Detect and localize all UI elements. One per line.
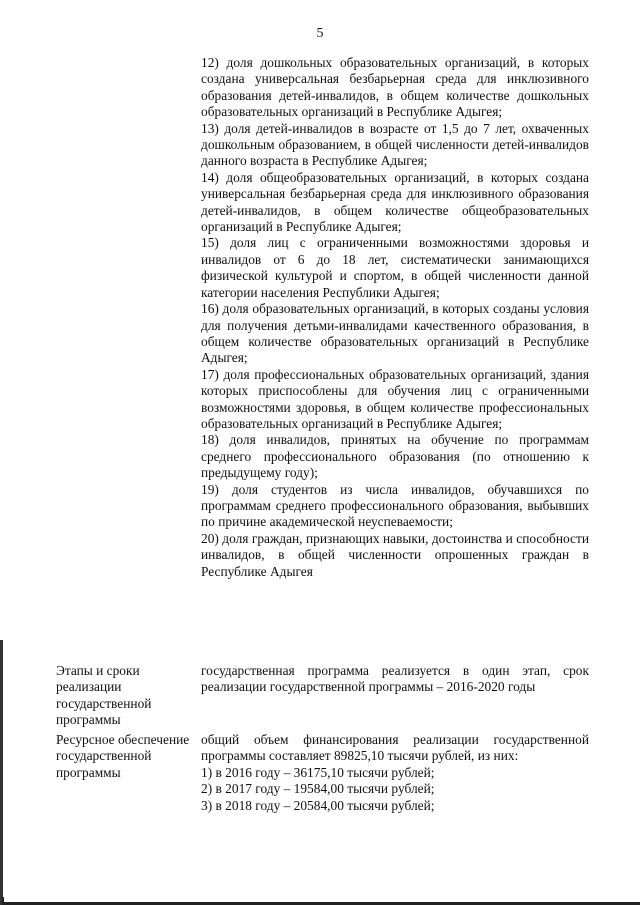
stages-text: государственная программа реализуется в один этап, срок реализации государственной программы – 2016-2020 годы xyxy=(201,663,589,695)
indicators-list xyxy=(201,55,589,580)
resources-value xyxy=(201,732,589,814)
scan-edge-left xyxy=(0,640,3,905)
indicator-item: 17) доля профессиональных образовательных организаций, здания которых приспособлены для обучения лиц с ограниченными возможностями здоровья, в общем количестве профессиональных образовательных организаций в Республике Адыгея; xyxy=(201,366,589,431)
indicator-item: 12) доля дошкольных образовательных организаций, в которых создана универсальная безбарьерная среда для инклюзивного образования детей-инвалидов, в общем количестве дошкольных образовательных организаций в Республике Адыгея; xyxy=(201,55,589,120)
indicator-item: 20) доля граждан, признающих навыки, достоинства и способности инвалидов, в общей численности опрошенных граждан в Республике Адыгея xyxy=(201,530,589,579)
page-number: 5 xyxy=(316,26,324,41)
indicator-item: 18) доля инвалидов, принятых на обучение по программам среднего профессионального образования (по отношению к предыдущему году); xyxy=(201,432,589,481)
stages-label: Этапы и сроки реализации государственной программы xyxy=(56,663,152,728)
resources-line: 2) в 2017 году – 19584,00 тысячи рублей; xyxy=(201,781,435,797)
indicator-item: 15) доля лиц с ограниченными возможностями здоровья и инвалидов от 6 до 18 лет, систематически занимающихся физической культурой и спортом, в общей численности данной категории населения Республики Адыгея; xyxy=(201,235,589,300)
resources-line: 3) в 2018 году – 20584,00 тысячи рублей; xyxy=(201,797,435,813)
indicator-item: 14) доля общеобразовательных организаций, в которых создана универсальная безбарьерная среда для инклюзивного образования детей-инвалидов, в общем количестве общеобразовательных организаций в Республике Адыгея; xyxy=(201,169,589,235)
resources-line: 1) в 2016 году – 36175,10 тысячи рублей; xyxy=(201,764,435,780)
indicator-item: 13) доля детей-инвалидов в возрасте от 1,5 до 7 лет, охваченных дошкольным образованием, в общей численности детей-инвалидов данного возраста в Республике Адыгея; xyxy=(201,120,589,169)
resources-label: Ресурсное обеспечение государственной программы xyxy=(56,732,190,780)
stages-value xyxy=(201,663,589,696)
indicator-item: 19) доля студентов из числа инвалидов, обучавшихся по программам среднего профессионального образования, выбывших по причине академической неуспеваемости; xyxy=(201,481,589,530)
resources-line: общий объем финансирования реализации государственной программы составляет 89825,10 тысячи рублей, из них: xyxy=(201,732,589,764)
indicator-item: 16) доля образовательных организаций, в которых созданы условия для получения детьми-инвалидами качественного образования, в общем количестве образовательных организаций в Республике Адыгея; xyxy=(201,301,589,366)
scan-edge-bottom xyxy=(2,897,640,905)
